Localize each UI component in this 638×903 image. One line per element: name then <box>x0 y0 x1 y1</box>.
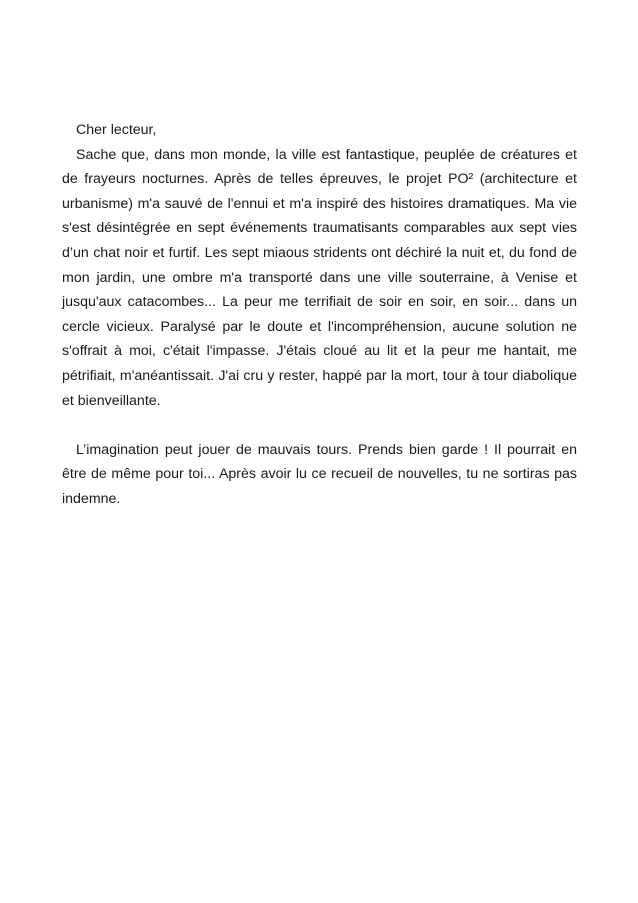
letter-greeting: Cher lecteur, <box>76 122 157 138</box>
letter-body <box>62 118 577 512</box>
letter-paragraph-2: L’imagination peut jouer de mauvais tours. Prends bien garde ! Il pourrait en être de même pour toi... Après avoir lu ce recueil de nouvelles, tu ne sortiras pas indemne. <box>62 441 577 507</box>
letter-paragraph-1: Sache que, dans mon monde, la ville est fantastique, peuplée de créatures et de frayeurs nocturnes. Après de telles épreuves, le projet PO² (architecture et urbanisme) m'a sauvé de l'ennui et m'a inspiré des histoires dramatiques. Ma vie s'est désintégrée en sept événements traumatisants comparables aux sept vies d’un chat noir et furtif. Les sept miaous stridents ont déchiré la nuit et, du fond de mon jardin, une ombre m'a transporté dans une ville souterraine, à Venise et jusqu'aux catacombes... La peur me terrifiait de soir en soir, en soir... dans un cercle vicieux. Paralysé par le doute et l'incompréhension, aucune solution ne s'offrait à moi, c'était l'impasse. J'étais cloué au lit et la peur me hantait, me pétrifiait, m'anéantissait. J'ai cru y rester, happé par la mort, tour à tour diabolique et bienveillante. <box>62 146 577 409</box>
